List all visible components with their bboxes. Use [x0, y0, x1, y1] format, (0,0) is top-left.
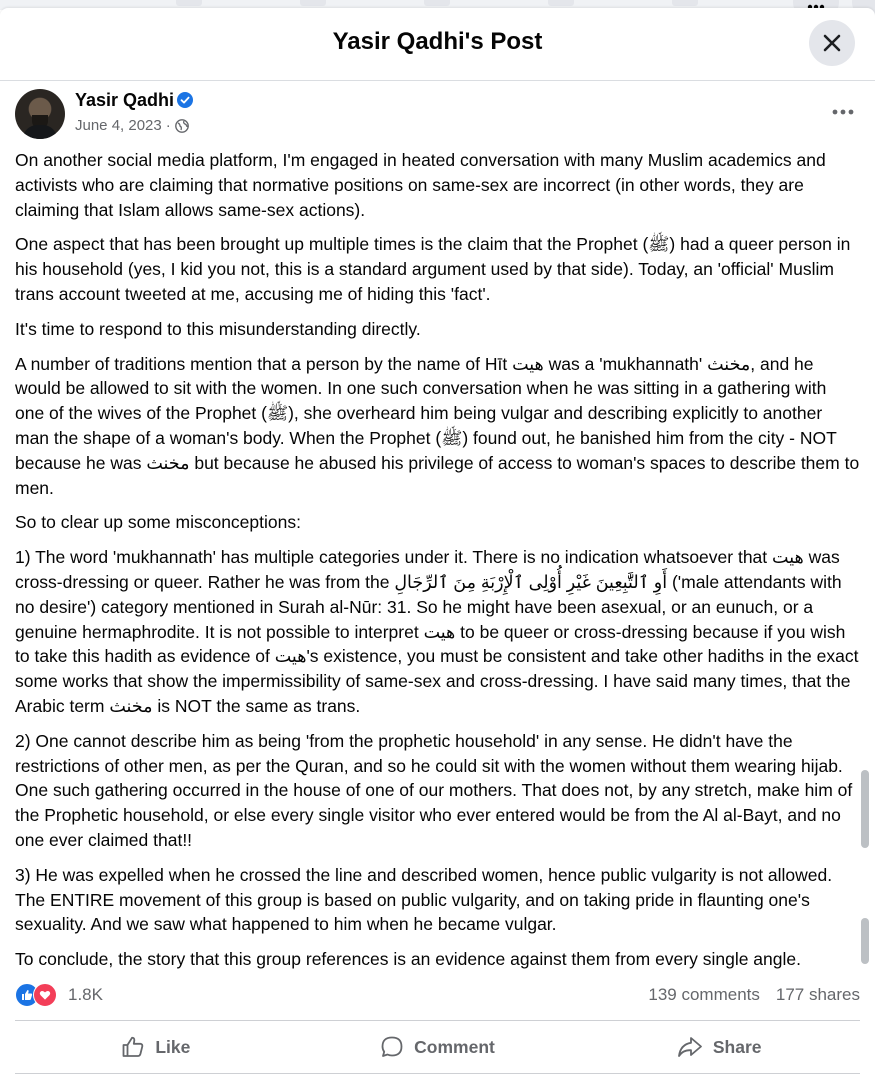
reaction-count[interactable]: 1.8K: [68, 985, 103, 1004]
reactions-summary: [15, 982, 860, 1010]
background-nav-icon: [424, 0, 450, 6]
post-paragraph: One aspect that has been brought up multiple times is the claim that the Prophet (ﷺ) had a queer person in his household (yes, I kid you not, this is a standard argument used by that side). Today, an 'official' Muslim trans account tweeted at me, accusing me of hiding this 'fact'.: [15, 234, 851, 304]
background-nav-icon: [672, 0, 698, 6]
post-paragraph: So to clear up some misconceptions:: [15, 512, 301, 533]
comment-label: Comment: [414, 1036, 495, 1057]
post-text: [15, 148, 860, 982]
scrollbar-thumb[interactable]: [861, 918, 869, 964]
share-arrow-icon: [677, 1035, 703, 1059]
post-paragraph: To conclude, the story that this group references is an evidence against them from every single angle.: [15, 949, 801, 970]
comments-count[interactable]: 139 comments: [648, 985, 760, 1004]
close-button[interactable]: [809, 20, 855, 66]
scrollbar-thumb[interactable]: [861, 770, 869, 848]
close-icon: [822, 33, 842, 53]
post-paragraph: A number of traditions mention that a person by the name of Hīt هيت was a 'mukhannath' مخنث, and he would be allowed to sit with the women. In one such conversation when he was sitting in a gathering with one of the wives of the Prophet (ﷺ), she overheard him being vulgar and describing explicitly to another man the shape of a woman's body. When the Prophet (ﷺ) found out, he banished him from the city - NOT because he was مخنث but because he abused his privilege of access to woman's spaces to describe them to men.: [15, 353, 860, 498]
post-paragraph: 3) He was expelled when he crossed the line and described women, hence public vulgarity is not allowed. The ENTIRE movement of this group is based on public vulgarity, and on taking pride in flaunting one's sexuality. And we saw what happened to him when he became vulgar.: [15, 864, 833, 935]
post-paragraph: 2) One cannot describe him as being 'from the prophetic household' in any sense. He didn't have the restrictions of other men, as per the Quran, and so he could sit with the women without them wearing hijab. One such gathering occurred in the house of one of our mothers. That does not, by any stretch, make him of the Prophetic household, or else every single visitor who ever entered would be from the Al al-Bayt, and no one ever claimed that!!: [15, 730, 853, 850]
post-paragraph: 1) The word 'mukhannath' has multiple categories under it. There is no indication whatsoever that هيت was cross-dressing or queer. Rather he was from the أَوِ ٱلتَّٰبِعِينَ غَيْرِ أُوْلِى ٱلْإِرْبَةِ مِنَ ٱلرِّجَالِ ('male attendants with no desire') category mentioned in Surah al-Nūr: 31. So he might have been asexual, or an eunuch, or a genuine hermaphrodite. It is not possible to interpret هيت to be queer or cross-dressing because if you wish to take this hadith as evidence of هيت's existence, you must be consistent and take other hadiths in the exact some works that show the impermissibility of same-sex and cross-dressing. I have said many times, that the Arabic term مخنث is NOT the same as trans.: [15, 547, 859, 716]
meta-separator: ·: [165, 117, 171, 134]
post-meta: [75, 117, 189, 134]
dialog-header: [0, 8, 875, 81]
globe-icon[interactable]: [175, 119, 189, 133]
background-nav-icon: [176, 0, 202, 6]
avatar[interactable]: [15, 89, 65, 139]
comment-button[interactable]: [297, 1021, 579, 1073]
engagement-stats: [648, 985, 860, 1005]
love-reaction-icon: [33, 983, 57, 1007]
post-actions: [15, 1020, 860, 1074]
more-horizontal-icon: [832, 109, 854, 115]
post-author-row: [15, 88, 860, 140]
background-nav-icon: [548, 0, 574, 6]
thumbs-up-icon: [121, 1035, 145, 1059]
shares-count[interactable]: 177 shares: [775, 985, 860, 1004]
more-options-button[interactable]: [826, 100, 860, 124]
dialog-title: Yasir Qadhi's Post: [332, 28, 543, 55]
share-label: Share: [712, 1036, 762, 1057]
reaction-icons[interactable]: [15, 983, 63, 1007]
post-paragraph: It's time to respond to this misunderstanding directly.: [15, 318, 421, 339]
post-paragraph: On another social media platform, I'm engaged in heated conversation with many Muslim academics and activists who are claiming that normative positions on same-sex are incorrect (in other words, they are claiming that Islam allows same-sex actions).: [15, 150, 826, 220]
verified-badge-icon: [177, 92, 193, 108]
like-label: Like: [155, 1036, 191, 1057]
share-button[interactable]: [578, 1021, 860, 1073]
author-name[interactable]: Yasir Qadhi: [75, 90, 175, 110]
like-button[interactable]: [15, 1021, 297, 1073]
post-date[interactable]: June 4, 2023: [75, 117, 162, 134]
comment-bubble-icon: [380, 1035, 404, 1059]
background-nav-icon: [300, 0, 326, 6]
